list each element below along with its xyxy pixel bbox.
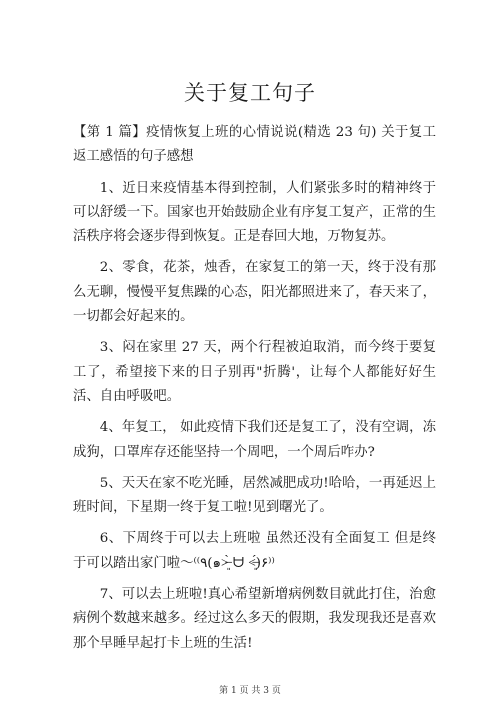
paragraph: 3、闷在家里 27 天，两个行程被迫取消，而今终于要复工了，希望接下来的日子别再"折腾'，让每个人都能好好生活、自由呼吸吧。: [73, 340, 436, 404]
paragraph: 7、可以去上班啦!真心希望新增病例数目就此打住，治愈病例个数越来越多。经过这么多天的假期，我发现我还是喜欢那个早睡早起打卡上班的生活!: [73, 587, 436, 651]
page-title: 关于复工句子: [184, 81, 316, 105]
paragraph: 5、天天在家不吃光睡，居然减肥成功!哈哈，一再延迟上班时间，下星期一终于复工啦!见到曙光了。: [73, 475, 436, 516]
paragraph: 6、下周终于可以去上班啦 虽然还没有全面复工 但是终于可以踏出家门啦～⁽⁽٩(๑˃̶͈̀ ᗨ ˂̶͈́)۶⁾⁾: [73, 531, 436, 571]
document-body: [73, 121, 436, 663]
paragraph: 4、年复工， 如此疫情下我们还是复工了，没有空调，冻成狗，口罩库存还能坚持一个周吧，一个周后咋办?: [73, 420, 436, 460]
page-footer: 第 1 页 共 3 页: [219, 686, 281, 696]
paragraph: 1、近日来疫情基本得到控制，人们紧张多时的精神终于可以舒缓一下。国家也开始鼓励企业有序复工复产，正常的生活秩序将会逐步得到恢复。正是春回大地，万物复苏。: [73, 180, 436, 245]
paragraph: 2、零食，花茶，烛香，在家复工的第一天，终于没有那么无聊，慢慢平复焦躁的心态，阳光都照进来了，春天来了，一切都会好起来的。: [73, 260, 436, 325]
paragraph: 【第 1 篇】疫情恢复上班的心情说说(精选 23 句) 关于复工返工感悟的句子感想: [73, 125, 436, 165]
